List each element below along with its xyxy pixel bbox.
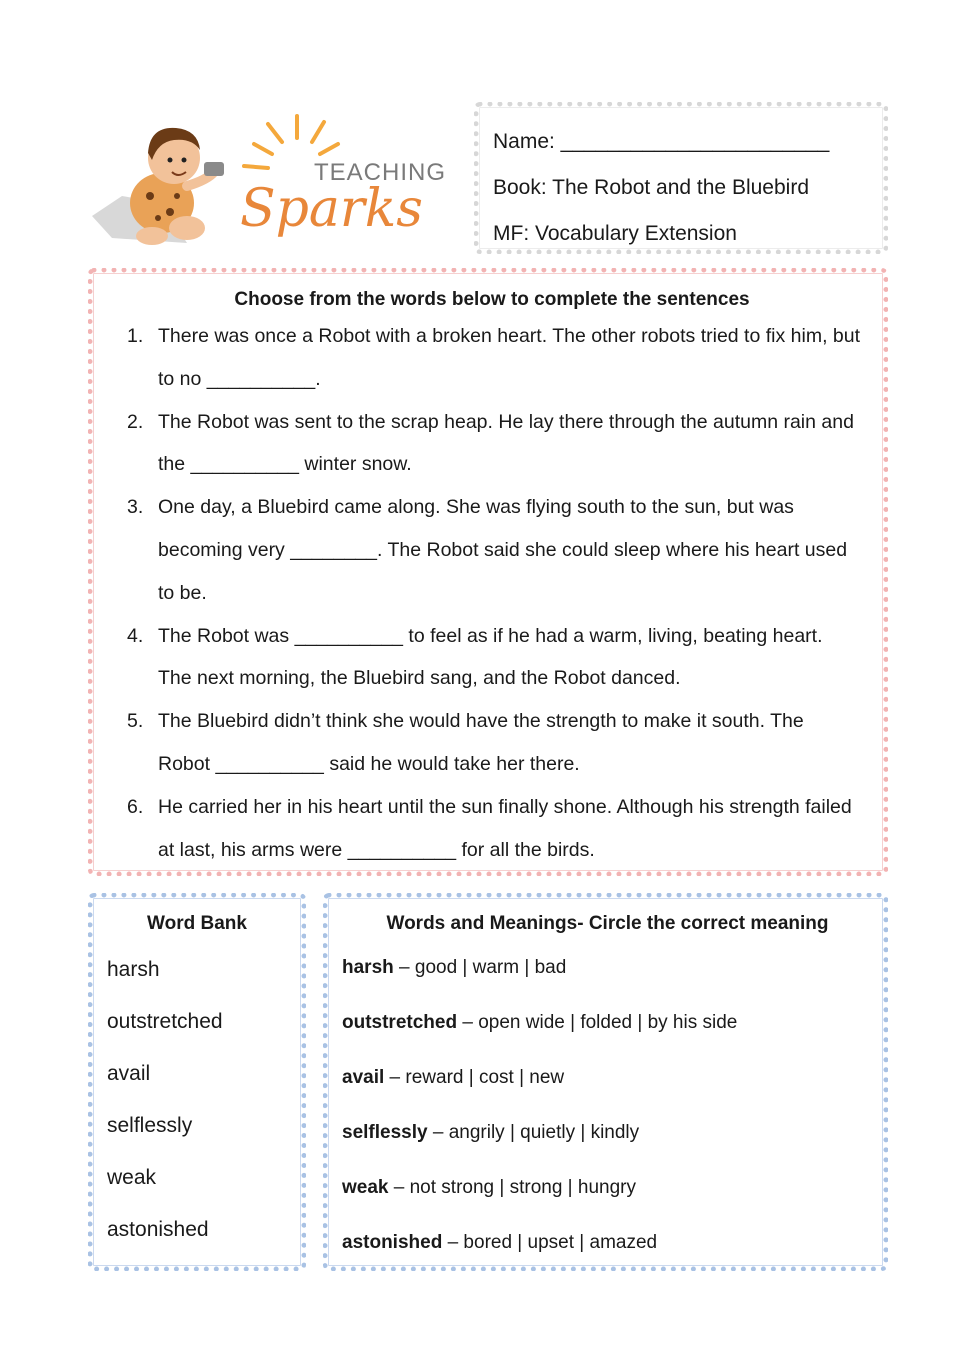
meaning-word: weak: [342, 1177, 389, 1198]
word-bank-item: weak: [107, 1166, 157, 1189]
mf-label: MF: Vocabulary Extension: [493, 222, 737, 245]
logo-text-teaching: TEACHING: [314, 159, 447, 186]
sentences-section: [88, 268, 888, 876]
sentence-item: [123, 700, 861, 786]
logo-text-sparks: Sparks: [240, 179, 423, 239]
sentence-item: [123, 486, 861, 614]
word-bank-list: [107, 944, 301, 1256]
sentence-text[interactable]: One day, a Bluebird came along. She was flying south to the sun, but was becoming very ________. The Robot said she could sleep where his heart used to be.: [158, 496, 848, 604]
book-title: Book: The Robot and the Bluebird: [493, 176, 809, 199]
sentence-item: [123, 786, 861, 872]
word-bank-item: selflessly: [107, 1114, 193, 1137]
word-bank-item: harsh: [107, 958, 160, 981]
meaning-options[interactable]: – not strong | strong | hungry: [388, 1177, 636, 1198]
caveman-mascot-icon: [92, 108, 462, 258]
meaning-item: [342, 1105, 873, 1160]
sentence-number: 4.: [127, 624, 144, 647]
meanings-title: Words and Meanings- Circle the correct meaning: [386, 913, 829, 934]
name-field[interactable]: Name: _______________________: [493, 130, 830, 153]
sentence-item: [123, 401, 861, 487]
sentence-number: 5.: [127, 710, 144, 733]
meaning-item: [342, 1050, 873, 1105]
sentence-number: 6.: [127, 795, 144, 818]
sentence-number: 1.: [127, 325, 144, 347]
meanings-list: [342, 940, 873, 1270]
meaning-item: [342, 1160, 873, 1215]
meaning-word: selflessly: [342, 1122, 428, 1143]
meaning-options[interactable]: – open wide | folded | by his side: [457, 1012, 738, 1033]
meaning-item: [342, 995, 873, 1050]
meaning-item: [342, 1215, 873, 1270]
meaning-word: outstretched: [342, 1012, 458, 1033]
sentence-number: 3.: [127, 496, 144, 519]
meaning-options[interactable]: – angrily | quietly | kindly: [427, 1122, 640, 1143]
word-bank-item: avail: [107, 1062, 151, 1085]
sentence-text[interactable]: The Robot was __________ to feel as if he had a warm, living, beating heart. The next morning, the Bluebird sang, and the Robot danced.: [158, 624, 823, 690]
meaning-options[interactable]: – good | warm | bad: [393, 957, 567, 978]
student-info-box: [474, 102, 888, 254]
word-bank-item: astonished: [107, 1218, 209, 1241]
sentence-text[interactable]: The Robot was sent to the scrap heap. He lay there through the autumn rain and the __________ winter snow.: [158, 410, 854, 476]
meaning-word: avail: [342, 1067, 385, 1088]
meaning-word: harsh: [342, 957, 394, 978]
sentence-item: [123, 615, 861, 701]
meaning-options[interactable]: – bored | upset | amazed: [442, 1232, 658, 1253]
word-bank-item: outstretched: [107, 1010, 223, 1033]
meanings-section: [323, 893, 888, 1271]
meaning-word: astonished: [342, 1232, 443, 1253]
meaning-item: [342, 940, 873, 995]
word-bank-section: [88, 893, 306, 1271]
sentence-item: [123, 315, 861, 401]
sentence-text[interactable]: There was once a Robot with a broken heart. The other robots tried to fix him, but to no __________.: [158, 325, 861, 390]
sentence-number: 2.: [127, 410, 144, 433]
sentence-text[interactable]: The Bluebird didn’t think she would have the strength to make it south. The Robot __________ said he would take her there.: [158, 710, 804, 775]
sentence-list: [123, 315, 861, 871]
teaching-sparks-logo: [92, 108, 462, 258]
meaning-options[interactable]: – reward | cost | new: [384, 1067, 565, 1088]
sentence-text[interactable]: He carried her in his heart until the sun finally shone. Although his strength failed at last, his arms were __________ for all the birds.: [158, 795, 852, 861]
word-bank-title: Word Bank: [147, 913, 247, 934]
sentences-title: Choose from the words below to complete the sentences: [234, 289, 750, 310]
